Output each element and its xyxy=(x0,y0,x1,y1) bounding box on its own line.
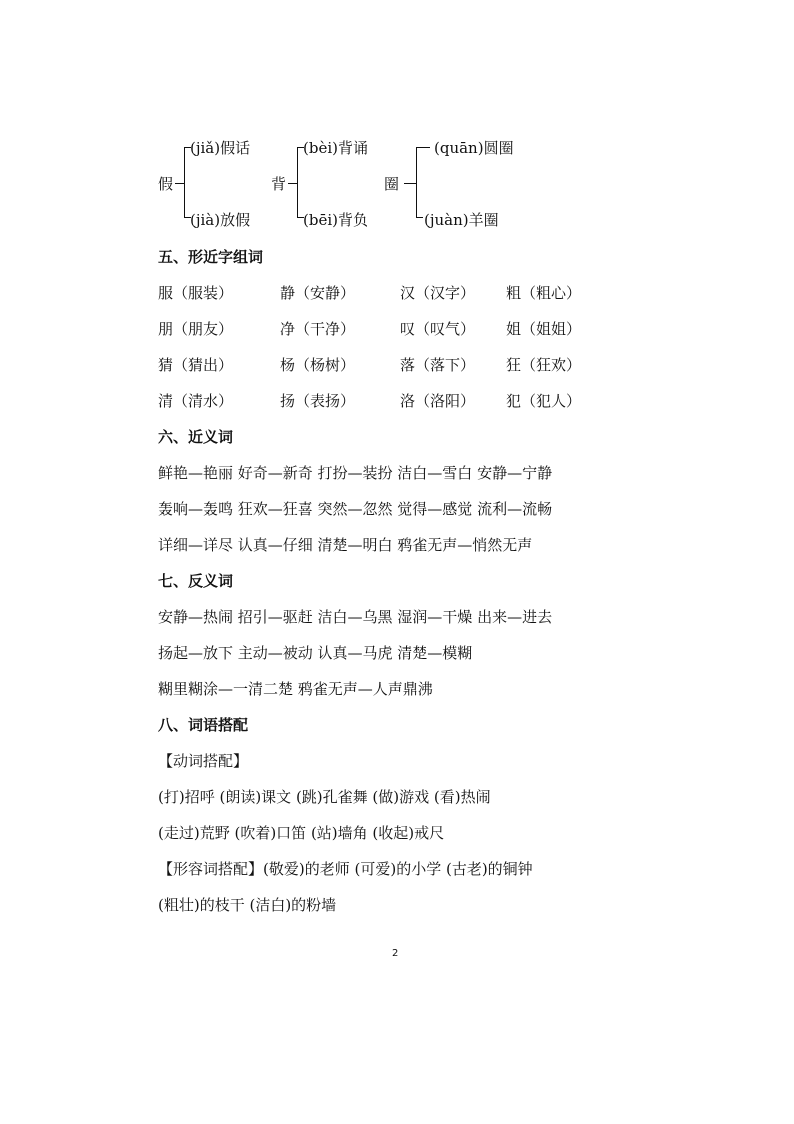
verb-collocation-line: (走过)荒野 (吹着)口笛 (站)墙角 (收起)戒尺 xyxy=(158,824,445,842)
synonym-line: 鲜艳—艳丽 好奇—新奇 打扮—装扮 洁白—雪白 安静—宁静 xyxy=(158,464,553,482)
page-number: 2 xyxy=(392,948,399,959)
verb-collocation-line: (打)招呼 (朗读)课文 (跳)孔雀舞 (做)游戏 (看)热闹 xyxy=(158,788,491,806)
grid-cell: 杨（杨树） xyxy=(280,356,356,374)
grid-cell: 犯（犯人） xyxy=(506,392,582,410)
grid-cell: 静（安静） xyxy=(280,284,356,302)
grid-cell: 服（服装） xyxy=(158,284,234,302)
polyphone-bei-bottom: (bēi)背负 xyxy=(303,211,368,229)
section-heading-antonyms: 七、反义词 xyxy=(158,572,234,590)
section-heading-similar-chars: 五、形近字组词 xyxy=(158,248,264,266)
grid-cell: 狂（狂欢） xyxy=(506,356,582,374)
grid-cell: 粗（粗心） xyxy=(506,284,582,302)
bracket-top xyxy=(416,147,430,148)
adjective-collocation-line: (粗壮)的枝干 (洁白)的粉墙 xyxy=(158,896,337,914)
adjective-collocation-line xyxy=(158,858,533,879)
bracket-stem xyxy=(175,183,184,184)
polyphone-char-jia: 假 xyxy=(158,175,174,193)
section-heading-synonyms: 六、近义词 xyxy=(158,428,234,446)
verb-collocation-label: 【动词搭配】 xyxy=(158,752,249,770)
grid-cell: 落（落下） xyxy=(400,356,476,374)
bracket-vertical xyxy=(416,147,417,218)
antonym-line: 扬起—放下 主动—被动 认真—马虎 清楚—模糊 xyxy=(158,644,473,662)
bracket-vertical xyxy=(184,147,185,218)
grid-cell: 扬（表扬） xyxy=(280,392,356,410)
polyphone-jia-bottom: (jià)放假 xyxy=(190,211,251,229)
synonym-line: 详细—详尽 认真—仔细 清楚—明白 鸦雀无声—悄然无声 xyxy=(158,536,533,554)
antonym-line: 安静—热闹 招引—驱赶 洁白—乌黑 湿润—干燥 出来—进去 xyxy=(158,608,553,626)
polyphone-quan-bottom: (juàn)羊圈 xyxy=(424,211,499,229)
polyphone-jia-top: (jiǎ)假话 xyxy=(190,139,251,157)
grid-cell: 清（清水） xyxy=(158,392,234,410)
adjective-collocation-label: 【形容词搭配】 xyxy=(158,860,264,878)
polyphone-char-quan: 圈 xyxy=(384,175,400,193)
grid-cell: 净（干净） xyxy=(280,320,356,338)
grid-cell: 朋（朋友） xyxy=(158,320,234,338)
grid-cell: 汉（汉字） xyxy=(400,284,476,302)
polyphone-quan-top: (quān)圆圈 xyxy=(434,139,514,157)
antonym-line: 糊里糊涂—一清二楚 鸦雀无声—人声鼎沸 xyxy=(158,680,433,698)
grid-cell: 姐（姐姐） xyxy=(506,320,582,338)
grid-cell: 猜（猜出） xyxy=(158,356,234,374)
bracket-vertical xyxy=(297,147,298,218)
bracket-stem xyxy=(288,183,297,184)
bracket-stem xyxy=(404,183,416,184)
grid-cell: 叹（叹气） xyxy=(400,320,476,338)
section-heading-collocations: 八、词语搭配 xyxy=(158,716,249,734)
bracket-bottom xyxy=(416,217,423,218)
adjective-collocation-items: (敬爱)的老师 (可爱)的小学 (古老)的铜钟 xyxy=(263,860,533,878)
grid-cell: 洛（洛阳） xyxy=(400,392,476,410)
synonym-line: 轰响—轰鸣 狂欢—狂喜 突然—忽然 觉得—感觉 流利—流畅 xyxy=(158,500,553,518)
polyphone-bei-top: (bèi)背诵 xyxy=(303,139,368,157)
polyphone-char-bei: 背 xyxy=(271,175,287,193)
